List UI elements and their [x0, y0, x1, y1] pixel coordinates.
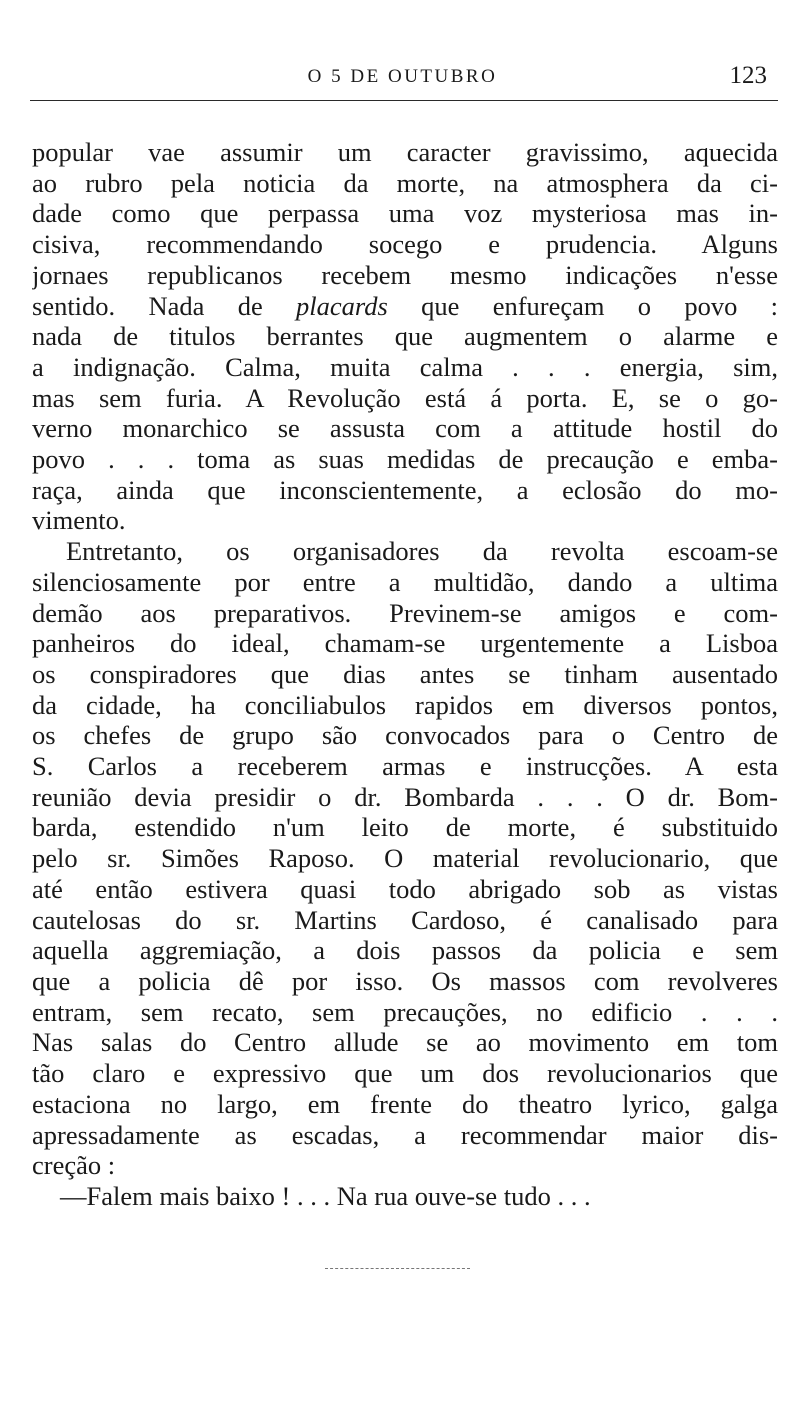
italic-term: placards: [296, 290, 388, 321]
text-line: nada de titulos berrantes que augmentem o alarme e: [32, 321, 778, 352]
text-line: entram, sem recato, sem precauções, no edificio . . .: [32, 996, 778, 1027]
text-line: [32, 291, 778, 322]
text-line: popular vae assumir um caracter gravissimo, aquecida: [32, 137, 778, 167]
page-number: 123: [729, 62, 767, 89]
line-segment: que enfureçam o povo :: [421, 290, 778, 321]
text-line: silenciosamente por entre a multidão, dando a ultima: [32, 566, 778, 597]
footer-ornament-rule: [325, 1268, 470, 1269]
text-line: barda, estendido n'um leito de morte, é substituido: [32, 812, 778, 843]
text-line: raça, ainda que inconscientemente, a eclosão do mo-: [32, 474, 778, 505]
text-line: reunião devia presidir o dr. Bombarda . . . O dr. Bom-: [32, 781, 778, 812]
text-line: da cidade, ha conciliabulos rapidos em diversos pontos,: [32, 689, 778, 720]
text-line: tão claro e expressivo que um dos revolucionarios que: [32, 1058, 778, 1089]
text-line: Entretanto, os organisadores da revolta escoam-se: [66, 536, 778, 567]
running-title: O 5 DE OUTUBRO: [307, 66, 498, 87]
text-line: mas sem furia. A Revolução está á porta. E, se o go-: [32, 382, 778, 413]
text-line: até então estivera quasi todo abrigado sob as vistas: [32, 873, 778, 904]
text-line: panheiros do ideal, chamam-se urgentemente a Lisboa: [32, 628, 778, 659]
text-line: —Falem mais baixo ! . . . Na rua ouve-se tudo . . .: [60, 1180, 591, 1211]
header-rule: [30, 100, 778, 101]
text-line: que a policia dê por isso. Os massos com revolveres: [32, 965, 778, 996]
text-line: ao rubro pela noticia da morte, na atmosphera da ci-: [32, 167, 778, 198]
text-line: creção :: [32, 1150, 116, 1181]
text-line: cisiva, recommendando socego e prudencia. Alguns: [32, 229, 778, 260]
text-line: demão aos preparativos. Previnem-se amigos e com-: [32, 597, 778, 628]
body-text: [32, 137, 778, 1212]
text-line: os chefes de grupo são convocados para o Centro de: [32, 720, 778, 751]
line-segment: sentido. Nada de: [32, 290, 263, 321]
text-line: verno monarchico se assusta com a attitude hostil do: [32, 413, 778, 444]
text-line: S. Carlos a receberem armas e instrucções. A esta: [32, 751, 778, 782]
running-header: [30, 62, 775, 96]
text-line: Nas salas do Centro allude se ao movimento em tom: [32, 1027, 778, 1058]
text-line: a indignação. Calma, muita calma . . . energia, sim,: [32, 351, 778, 382]
text-line: os conspiradores que dias antes se tinham ausentado: [32, 658, 778, 689]
text-line: pelo sr. Simões Raposo. O material revolucionario, que: [32, 843, 778, 874]
text-line: dade como que perpassa uma voz mysteriosa mas in-: [32, 198, 778, 229]
text-line: povo . . . toma as suas medidas de precaução e emba-: [32, 444, 778, 475]
text-line: jornaes republicanos recebem mesmo indicações n'esse: [32, 259, 778, 290]
text-line: estaciona no largo, em frente do theatro lyrico, galga: [32, 1088, 778, 1119]
text-line: apressadamente as escadas, a recommendar maior dis-: [32, 1119, 778, 1150]
text-line: aquella aggremiação, a dois passos da policia e sem: [32, 935, 778, 966]
text-line: vimento.: [32, 505, 126, 536]
text-line: cautelosas do sr. Martins Cardoso, é canalisado para: [32, 904, 778, 935]
